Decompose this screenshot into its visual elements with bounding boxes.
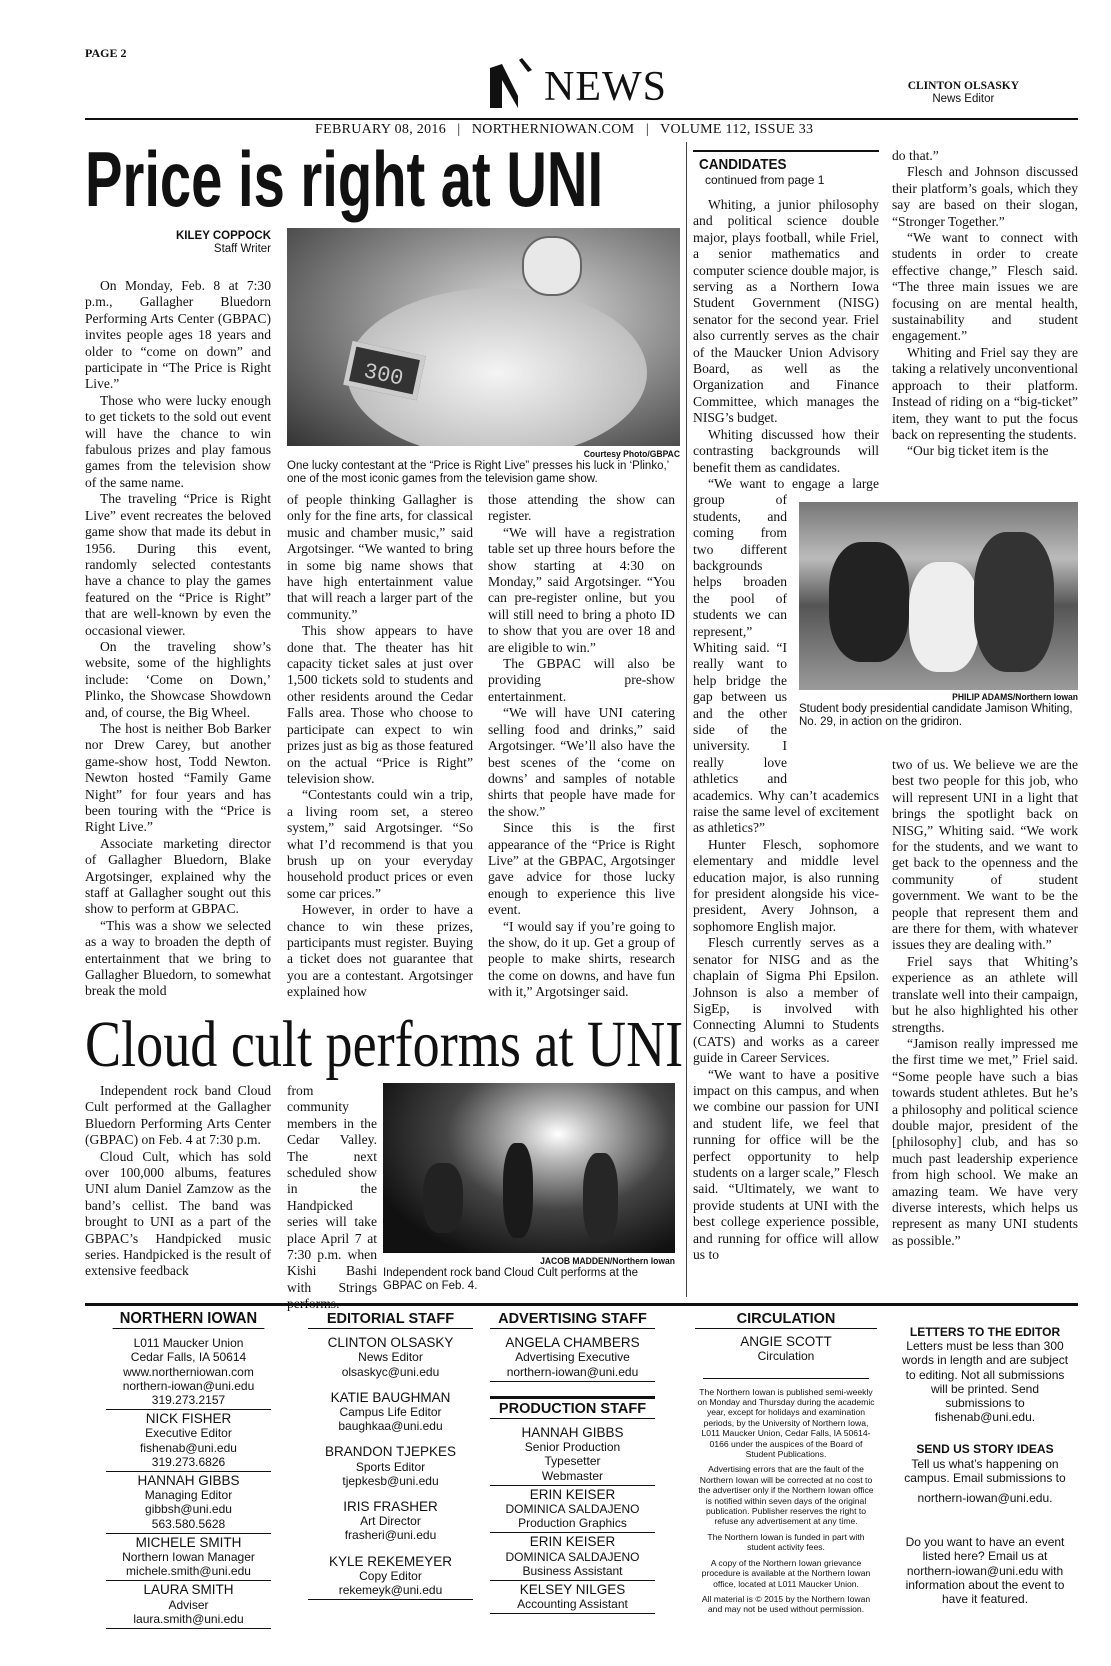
cloud-column-1 xyxy=(85,1083,271,1280)
publication-notes xyxy=(695,1387,877,1615)
paragraph: “We will have a registration table set up three hours before the show starting at 4:30 on Monday,” said Argotsinger. “You can pre-register online, but you will still need to bring a photo ID to show that you are over 18 and are eligible to win.” xyxy=(488,524,675,655)
publication-note: The Northern Iowan is published semi-weekly on Monday and Thursday during the academic year, except for holidays and examination periods, by the University of Northern Iowa, L011 Maucker Union, Cedar Falls, IA 50614-0166 under the auspices of the Board of Student Publications. xyxy=(697,1386,875,1460)
price-photo xyxy=(287,228,680,446)
staff-name: HANNAH GIBBS xyxy=(521,1425,624,1441)
paragraph: two of us. We believe we are the best two people for this job, who will represent UNI in a light that brings the spotlight back on NISG,” Whiting said. “We work for the students, and we want to get back to the openness and the community of student government. We want to be the people that represent them and are there for them, with whatever issues they are dealing with.” xyxy=(892,757,1078,953)
northern-iowan-box xyxy=(106,1312,271,1629)
northern-iowan-title: NORTHERN IOWAN xyxy=(113,1312,265,1329)
price-column-3 xyxy=(488,492,675,1001)
paragraph: Independent rock band Cloud Cult performed at the Gallagher Bluedorn Performing Arts Center (GBPAC) on Feb. 4 at 7:30 p.m. xyxy=(85,1083,271,1148)
staff-name: BRANDON TJEPKES xyxy=(324,1444,457,1460)
staff-detail: Business Assistant xyxy=(522,1563,623,1578)
candidates-kicker: CANDIDATES xyxy=(699,156,787,173)
candidates-jump-line: continued from page 1 xyxy=(705,173,825,187)
staff-detail: DOMINICA SALDAJENO xyxy=(505,1549,640,1564)
story-ideas-title: SEND US STORY IDEAS xyxy=(916,1442,1054,1457)
staff-entry xyxy=(490,1424,655,1486)
football-photo-credit: PHILIP ADAMS/Northern Iowan xyxy=(952,692,1078,703)
staff-detail: DOMINICA SALDAJENO xyxy=(505,1502,640,1517)
contact-line: www.northerniowan.com xyxy=(123,1364,254,1379)
newspaper-logo xyxy=(488,56,667,108)
editorial-staff-box xyxy=(308,1312,473,1600)
candidates-column-2-bottom xyxy=(892,757,1078,1249)
staff-name: ANGELA CHAMBERS xyxy=(505,1335,640,1351)
paragraph: “We will have UNI catering selling food and drinks,” said Argotsinger. “We’ll also have the best scenes of the ‘come on downs’ and samples of notable shirts that people have made for the show.” xyxy=(488,705,675,819)
paragraph: Those who were lucky enough to get tickets to the sold out event will have the chance to win fabulous prizes and play famous games from the television show of the same name. xyxy=(85,392,271,490)
paragraph: Since this is the first appearance of the “Price is Right Live” at the GBPAC, Argotsinger gave advice for those lucky enough to experience this live event. xyxy=(488,820,675,918)
contact-line: northern-iowan@uni.edu xyxy=(122,1378,255,1393)
price-photo-caption: One lucky contestant at the “Price is Right Live” presses his luck in ‘Plinko,’ one of the most iconic games from the television game show. xyxy=(287,460,669,485)
paragraph: “Jamison really impressed me the first time we met,” Friel said. “Some people have such a bias towards student athletes. But he’s a philosophy and political science double major, president of the [philosophy] club, and has so much past leadership experience from high school. We make an amazing team. We have very diverse interests, which helps us represent as many UNI students as possible.” xyxy=(892,1035,1078,1248)
advertising-staff-list xyxy=(490,1334,655,1382)
staff-detail: rekemeyk@uni.edu xyxy=(338,1583,443,1598)
paragraph: Whiting and Friel say they are taking a relatively unconventional approach to their platform. Instead of riding on a “big-ticket” item, they want to put the focus back on representing the students. xyxy=(892,344,1078,442)
paragraph: Flesch and Johnson discussed their platform’s goals, which they say are based on their slogan, “Stronger Together.” xyxy=(892,164,1078,229)
staff-name: LAURA SMITH xyxy=(143,1582,234,1598)
byline-role: Staff Writer xyxy=(213,243,271,255)
cloud-column-2 xyxy=(287,1083,377,1313)
staff-entry xyxy=(308,1389,473,1436)
publication-note: The Northern Iowan is funded in part with student activity fees. xyxy=(707,1531,865,1553)
paragraph: The GBPAC will also be providing pre-show entertainment. xyxy=(488,656,675,704)
staff-entry xyxy=(490,1334,655,1382)
staff-detail: northern-iowan@uni.edu xyxy=(506,1364,639,1379)
contact-line: Cedar Falls, IA 50614 xyxy=(130,1350,247,1365)
paragraph: do that.” xyxy=(892,148,939,163)
letters-title: LETTERS TO THE EDITOR xyxy=(909,1325,1061,1339)
paragraph: “We want to have a positive impact on this campus, and when we combine our passion for UNI and student life, we feel that running for office will be the perfect opportunity to help students on a larger scale,” Flesch said. “Ultimately, we want to provide students at UNI with the best college experience possible, and running for office will allow us to xyxy=(693,1066,879,1262)
paragraph: “Our big ticket item is the xyxy=(906,443,1049,459)
cloud-headline: Cloud cult performs at UNI xyxy=(85,1008,684,1081)
staff-entry xyxy=(308,1443,473,1490)
paragraph: Hunter Flesch, sophomore elementary and middle level education major, is also running for president alongside his vice-president, Avery Johnson, a sophomore English major. xyxy=(693,836,879,934)
price-column-1 xyxy=(85,278,271,1000)
staff-name: HANNAH GIBBS xyxy=(137,1473,240,1489)
price-headline: Price is right at UNI xyxy=(85,135,604,223)
staff-detail: Senior Production xyxy=(524,1440,621,1455)
staff-detail: Webmaster xyxy=(541,1468,604,1483)
contact-line: 319.273.2157 xyxy=(151,1393,226,1408)
paragraph: The traveling “Price is Right Live” event recreates the beloved game show that made its debut in 1956. During this event, randomly selected contestants have a chance to play the games featured on the “Price is Right” that are well-known by even the occasional viewer. xyxy=(85,491,271,638)
staff-name: ERIN KEISER xyxy=(529,1486,616,1502)
staff-name: CLINTON OLSASKY xyxy=(327,1335,454,1351)
staff-entry xyxy=(308,1553,473,1601)
advertising-staff-title: ADVERTISING STAFF xyxy=(490,1312,655,1329)
paragraph: “We want to connect with students in order to create effective change,” Flesch said. “The three main issues we are focusing on are mental health, sustainability and student engagement.” xyxy=(892,230,1078,344)
publication-note: Advertising errors that are the fault of the Northern Iowan will be corrected at no cost to the advertiser only if the Northern Iowan office is notified within seven days of the original publication. Publisher reserves the right to refuse any advertisement at any time. xyxy=(698,1464,874,1527)
staff-detail: tjepkesb@uni.edu xyxy=(342,1473,439,1488)
price-display: 300 xyxy=(343,341,426,401)
staff-name: KYLE REKEMEYER xyxy=(328,1553,453,1569)
candidates-column-2-top xyxy=(892,148,1078,460)
section-editor-title: News Editor xyxy=(932,93,995,105)
editorial-staff-title: EDITORIAL STAFF xyxy=(308,1312,473,1329)
staff-name: ERIN KEISER xyxy=(529,1534,616,1550)
staff-detail: Adviser xyxy=(168,1597,209,1612)
candidates-jump-box xyxy=(693,150,879,190)
staff-detail: frasheri@uni.edu xyxy=(344,1528,437,1543)
staff-detail: Art Director xyxy=(360,1514,421,1529)
price-photo-credit: Courtesy Photo/GBPAC xyxy=(583,449,680,460)
byline xyxy=(85,230,271,256)
staff-entry xyxy=(490,1486,655,1534)
staff-name: KATIE BAUGHMAN xyxy=(330,1389,451,1405)
paragraph: On the traveling show’s website, some of the highlights include: ‘Come on Down,’ Plinko, the Showcase Showdown and, of course, the Big Wheel. xyxy=(85,638,271,720)
paragraph: However, in order to have a chance to win these prizes, participants must register. Buying a ticket does not guarantee that you are a contestant. Argotsinger explained how xyxy=(287,902,473,1000)
staff-entry xyxy=(490,1533,655,1581)
paragraph: “This was a show we selected as a way to broaden the depth of entertainment that we bring to Gallagher Bluedorn, to somewhat break the mold xyxy=(85,917,271,999)
staff-name: IRIS FRASHER xyxy=(343,1499,438,1515)
staff-entry xyxy=(308,1498,473,1545)
paragraph: Whiting, a junior philosophy and political science double major, plays football, while Friel, a senior mathematics and computer science double major, is serving as a Northern Iowa Student Government (NISG) senator for the second year. Friel also currently serves as the chair of the Maucker Union Advisory Board, as well as the Organization and Finance Committee, which manages the NISG’s budget. xyxy=(693,197,879,426)
circulation-box xyxy=(695,1312,877,1620)
page-number: PAGE 2 xyxy=(85,46,127,60)
football-photo-caption: Student body presidential candidate Jamison Whiting, No. 29, in action on the gridiron. xyxy=(799,703,1073,728)
masthead-rule xyxy=(85,118,1078,120)
staff-detail: michele.smith@uni.edu xyxy=(126,1564,251,1579)
publication-note: A copy of the Northern Iowan grievance procedure is available at the Northern Iowan office, located at L011 Maucker Union. xyxy=(701,1557,871,1589)
cloud-photo-caption: Independent rock band Cloud Cult performs at the GBPAC on Feb. 4. xyxy=(383,1267,639,1292)
contact-line: L011 Maucker Union xyxy=(133,1336,244,1351)
staff-detail: 563.580.5628 xyxy=(151,1516,226,1531)
candidates-column-1 xyxy=(693,197,879,1263)
staff-detail: Accounting Assistant xyxy=(517,1597,628,1612)
dateline: FEBRUARY 08, 2016 | NORTHERNIOWAN.COM | VOLUME 112, ISSUE 33 xyxy=(315,122,814,137)
paragraph: those attending the show can register. xyxy=(488,492,675,524)
logo-text: NEWS xyxy=(544,64,667,110)
staff-detail: Northern Iowan Manager xyxy=(122,1550,255,1565)
staff-entry xyxy=(106,1581,271,1629)
paragraph: Cloud Cult, which has sold over 100,000 albums, features UNI alum Daniel Zamzow as the band’s cellist. The band was brought to UNI as a part of the GBPAC’s Handpicked music series. Handpicked is the result of extensive feedback xyxy=(85,1148,271,1279)
letters-box xyxy=(897,1325,1073,1606)
letters-body: Letters must be less than 300 words in length and are subject to editing. Not all submissions will be printed. Send submissions to fishenab@uni.edu. xyxy=(901,1339,1069,1425)
staff-detail: laura.smith@uni.edu xyxy=(133,1611,244,1626)
circulation-name: ANGIE SCOTT xyxy=(740,1334,832,1350)
staff-detail: Executive Editor xyxy=(145,1426,232,1441)
production-staff-title: PRODUCTION STAFF xyxy=(490,1396,655,1419)
section-editor-name: CLINTON OLSASKY xyxy=(907,80,1019,92)
cloud-cult-photo xyxy=(383,1083,675,1253)
cloud-photo-credit: JACOB MADDEN/Northern Iowan xyxy=(540,1256,675,1267)
staff-name: MICHELE SMITH xyxy=(135,1534,242,1550)
staff-detail: Sports Editor xyxy=(355,1459,426,1474)
paragraph: of people thinking Gallagher is only for the fine arts, for classical music and chamber music,” said Argotsinger. “We wanted to bring in some big name shows that have high entertainment value that will reach a larger part of the community.” xyxy=(287,492,473,622)
publication-note: All material is © 2015 by the Northern Iowan and may not be used without permission. xyxy=(701,1593,871,1615)
paragraph: “We want to engage a large group of students, and coming from two different backgrounds helps broaden the pool of students we can represent,” Whiting said. “I really want to help bridge the gap between us and the other side of the university. I really love athletics and academics. Why can’t academics raise the same level of excitement as athletics?” xyxy=(693,475,879,836)
staff-name: KELSEY NILGES xyxy=(519,1582,626,1598)
staff-detail: Production Graphics xyxy=(518,1516,627,1531)
staff-detail: Campus Life Editor xyxy=(339,1405,442,1420)
advertising-staff-box xyxy=(490,1312,655,1614)
football-photo xyxy=(799,502,1078,690)
staff-entry xyxy=(106,1534,271,1582)
section-editor xyxy=(908,80,1019,106)
events-notice: Do you want to have an event listed here? Email us at northern-iowan@uni.edu with information about the event to have it featured. xyxy=(905,1535,1065,1607)
footer-rule xyxy=(85,1303,1078,1306)
paragraph: “I would say if you’re going to the show, do it up. Get a group of people to make shirts, research the come on downs, and have fun with it,” Argotsinger said. xyxy=(488,918,675,1000)
production-staff-list xyxy=(490,1424,655,1614)
paragraph: The host is neither Bob Barker nor Drew Carey, but another game-show host, Todd Newton. Newton hosted “Family Game Night” for four years and has been touring with the “Price is Right Live.” xyxy=(85,720,271,835)
staff-detail: 319.273.6826 xyxy=(151,1454,226,1469)
contact-address xyxy=(106,1334,271,1410)
paragraph: “Contestants could win a trip, a living room set, a stereo system,” said Argotsinger. “So what I’d recommend is that you brush up on your everyday household product prices or even some car prices.” xyxy=(287,787,473,901)
paragraph: This show appears to have done that. The theater has hit capacity ticket sales at just over 1,500 tickets sold to students and other residents around the Cedar Falls area. Those who choose to participate can expect to win prizes just as big as those featured on the actual “Price is Right” television show. xyxy=(287,623,473,786)
paragraph: from community members in the Cedar Valley. The next scheduled show in the Handpicked series will take place April 7 at 7:30 p.m. when Kishi Bashi with Strings xyxy=(287,1083,377,1295)
northern-iowan-n-icon xyxy=(488,56,534,108)
staff-detail: News Editor xyxy=(358,1350,423,1365)
column-rule xyxy=(686,142,687,1297)
staff-detail: Managing Editor xyxy=(144,1488,233,1503)
staff-detail: gibbsh@uni.edu xyxy=(145,1502,232,1517)
staff-entry xyxy=(308,1334,473,1381)
paragraph: On Monday, Feb. 8 at 7:30 p.m., Gallagher Bluedorn Performing Arts Center (GBPAC) invites people ages 18 years and older to “come on down” and participate in “The Price is Right Live.” xyxy=(85,278,271,392)
editorial-staff-list xyxy=(308,1334,473,1600)
staff-detail: Copy Editor xyxy=(359,1568,422,1583)
staff-entry xyxy=(106,1410,271,1472)
staff-entry xyxy=(490,1581,655,1614)
staff-entry xyxy=(106,1472,271,1534)
staff-detail: baughkaa@uni.edu xyxy=(338,1419,443,1434)
circulation-title: CIRCULATION xyxy=(695,1312,877,1329)
paragraph: Flesch currently serves as a senator for NISG and as the chaplain of Sigma Phi Epsilon. Johnson is also a member of SigEp, is involved with Connecting Alumni to Students (CATS) and works as a career guide in Career Services. xyxy=(693,935,879,1066)
staff-name: NICK FISHER xyxy=(145,1411,232,1427)
story-ideas-email[interactable]: northern-iowan@uni.edu. xyxy=(917,1491,1053,1506)
paragraph: Whiting discussed how their contrasting backgrounds will benefit them as candidates. xyxy=(693,426,879,475)
circulation-role: Circulation xyxy=(757,1349,815,1364)
byline-author: KILEY COPPOCK xyxy=(176,230,271,242)
staff-detail: fishenab@uni.edu xyxy=(140,1440,237,1455)
paragraph: Friel says that Whiting’s experience as an athlete will translate well into their campaign, but he also highlighted his other strengths. xyxy=(892,953,1078,1035)
staff-detail: olsaskyc@uni.edu xyxy=(341,1364,440,1379)
price-column-2 xyxy=(287,492,473,1001)
staff-detail: Advertising Executive xyxy=(515,1350,630,1365)
northern-iowan-staff xyxy=(106,1410,271,1629)
staff-detail: Typesetter xyxy=(544,1454,601,1469)
story-ideas-body: Tell us what’s happening on campus. Email submissions to xyxy=(904,1456,1066,1485)
paragraph: Associate marketing director of Gallagher Bluedorn, Blake Argotsinger, explained why the staff at Gallagher sought out this show to perform at GBPAC. xyxy=(85,835,271,917)
